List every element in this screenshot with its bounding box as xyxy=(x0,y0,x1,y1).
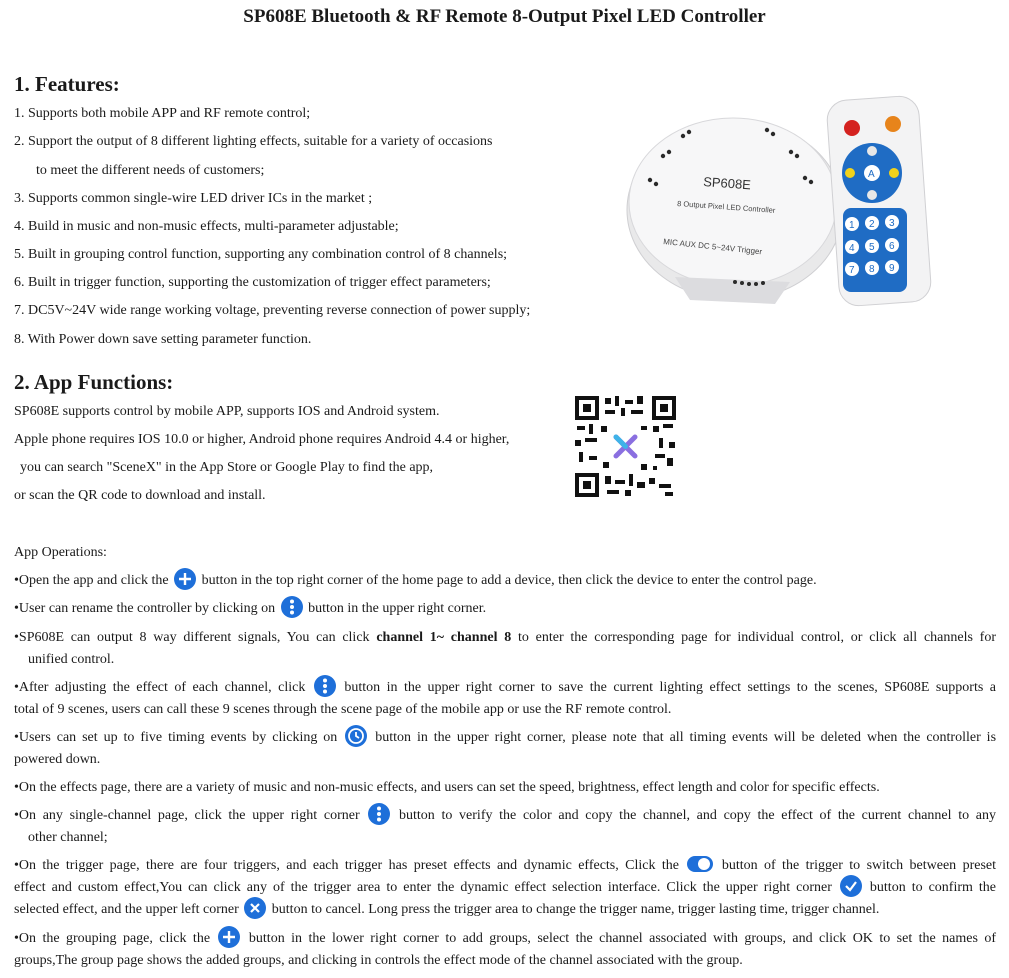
operation-text: •On the grouping page, click the xyxy=(14,931,211,946)
operation-text: button of the trigger to switch between preset xyxy=(721,858,997,873)
operation-7 xyxy=(14,805,996,849)
operation-text: selected effect, and the upper left corner xyxy=(14,902,239,917)
qr-code-icon xyxy=(575,396,676,497)
remote-key-3: 3 xyxy=(889,218,895,229)
operation-8 xyxy=(14,855,996,921)
remote-key-4: 4 xyxy=(849,243,855,254)
confirm-check-icon xyxy=(840,875,862,897)
operation-text: button in the lower right corner to add groups, select the channel associated with groups, and click OK to set the names of xyxy=(248,931,997,946)
operation-3 xyxy=(14,627,996,671)
more-vertical-icon xyxy=(281,596,303,618)
document-title: SP608E Bluetooth & RF Remote 8-Output Pixel LED Controller xyxy=(243,6,766,27)
app-function-line: Apple phone requires IOS 10.0 or higher, Android phone requires Android 4.4 or higher, xyxy=(14,432,510,447)
operation-9 xyxy=(14,928,996,972)
app-function-line: you can search "SceneX" in the App Store or Google Play to find the app, xyxy=(20,460,434,475)
operation-bold-text: channel 1~ channel 8 xyxy=(376,630,512,645)
more-vertical-icon xyxy=(368,803,390,825)
feature-item: 6. Built in trigger function, supporting the customization of trigger effect parameters; xyxy=(14,275,491,290)
controller-subtitle: 8 Output Pixel LED Controller xyxy=(676,199,776,215)
clock-icon xyxy=(345,725,367,747)
operation-text: button in the upper right corner. xyxy=(308,601,487,617)
remote-key-7: 7 xyxy=(849,265,855,276)
operation-text: •On the trigger page, there are four triggers, and each trigger has preset effects and dynamic effects, Click the xyxy=(14,858,679,873)
feature-item: 1. Supports both mobile APP and RF remote control; xyxy=(14,106,311,121)
remote-key-1: 1 xyxy=(849,220,855,231)
operation-text: •SP608E can output 8 way different signals, You can click xyxy=(14,630,370,645)
operation-1 xyxy=(14,572,817,590)
operation-text: button to cancel. Long press the trigger area to change the trigger name, trigger lasting time, trigger channel. xyxy=(271,902,880,917)
operation-text: other channel; xyxy=(28,830,108,845)
features-heading: 1. Features: xyxy=(14,72,120,96)
controller-label: SP608E xyxy=(702,174,752,193)
operation-text: button in the upper right corner to save the current lighting effect settings to the scenes, SP608E supports a xyxy=(344,680,997,695)
operation-text: total of 9 scenes, users can call these 9 scenes through the scene page of the mobile app or use the RF remote control. xyxy=(14,702,672,717)
operation-6: •On the effects page, there are a variety of music and non-music effects, and users can set the speed, brightness, effect length and color for specific effects. xyxy=(14,780,880,795)
operation-text: unified control. xyxy=(28,652,115,667)
operation-text: •User can rename the controller by clicking on xyxy=(14,601,276,617)
operation-text: to enter the corresponding page for individual control, or click all channels for xyxy=(518,630,997,645)
app-function-line: SP608E supports control by mobile APP, supports IOS and Android system. xyxy=(14,404,440,419)
controller-power-label: MIC AUX DC 5~24V Trigger xyxy=(662,237,763,257)
operation-text: groups,The group page shows the added groups, and clicking in controls the effect mode of the channel associated with the group. xyxy=(14,953,743,968)
cancel-x-icon xyxy=(244,897,266,919)
feature-item: 3. Supports common single-wire LED driver ICs in the market ; xyxy=(14,191,373,206)
operation-5 xyxy=(14,727,996,771)
feature-item: to meet the different needs of customers; xyxy=(36,163,265,178)
feature-item: 2. Support the output of 8 different lighting effects, suitable for a variety of occasions xyxy=(14,134,493,149)
remote-key-8: 8 xyxy=(869,264,875,275)
product-image xyxy=(615,92,945,312)
operation-text: •Users can set up to five timing events by clicking on xyxy=(14,730,338,745)
feature-item: 5. Built in grouping control function, supporting any combination control of 8 channels; xyxy=(14,247,508,262)
operation-text: button to confirm the xyxy=(869,880,997,895)
operation-text: •On any single-channel page, click the upper right corner xyxy=(14,808,360,823)
add-plus-icon xyxy=(174,568,196,590)
app-functions-heading: 2. App Functions: xyxy=(14,370,174,394)
operation-2 xyxy=(14,600,486,618)
operation-text: button in the upper right corner, please note that all timing events will be deleted when the controller is xyxy=(375,730,997,745)
operation-text: •After adjusting the effect of each channel, click xyxy=(14,680,306,695)
remote-key-9: 9 xyxy=(889,263,895,274)
remote-illustration xyxy=(826,95,932,307)
operation-text: button in the top right corner of the home page to add a device, then click the device to enter the control page. xyxy=(201,573,817,589)
more-vertical-icon xyxy=(314,675,336,697)
operation-text: button to verify the color and copy the channel, and copy the effect of the current channel to any xyxy=(399,808,997,823)
remote-center-label: A xyxy=(868,169,875,180)
operations-heading: App Operations: xyxy=(14,545,107,560)
feature-item: 8. With Power down save setting parameter function. xyxy=(14,332,312,347)
app-function-line: or scan the QR code to download and install. xyxy=(14,488,266,503)
operation-text: effect and custom effect,You can click any of the trigger area to enter the dynamic effect selection interface. Click the upper right corner xyxy=(14,880,832,895)
remote-key-6: 6 xyxy=(889,241,895,252)
add-plus-icon xyxy=(218,926,240,948)
remote-key-2: 2 xyxy=(869,219,875,230)
operation-text: •Open the app and click the xyxy=(14,573,169,589)
operation-4 xyxy=(14,677,996,721)
feature-item: 7. DC5V~24V wide range working voltage, preventing reverse connection of power supply; xyxy=(14,303,531,318)
operation-text: powered down. xyxy=(14,752,101,767)
toggle-switch-icon xyxy=(687,855,713,873)
feature-item: 4. Build in music and non-music effects, multi-parameter adjustable; xyxy=(14,219,399,234)
controller-illustration xyxy=(627,118,843,304)
remote-key-5: 5 xyxy=(869,242,875,253)
